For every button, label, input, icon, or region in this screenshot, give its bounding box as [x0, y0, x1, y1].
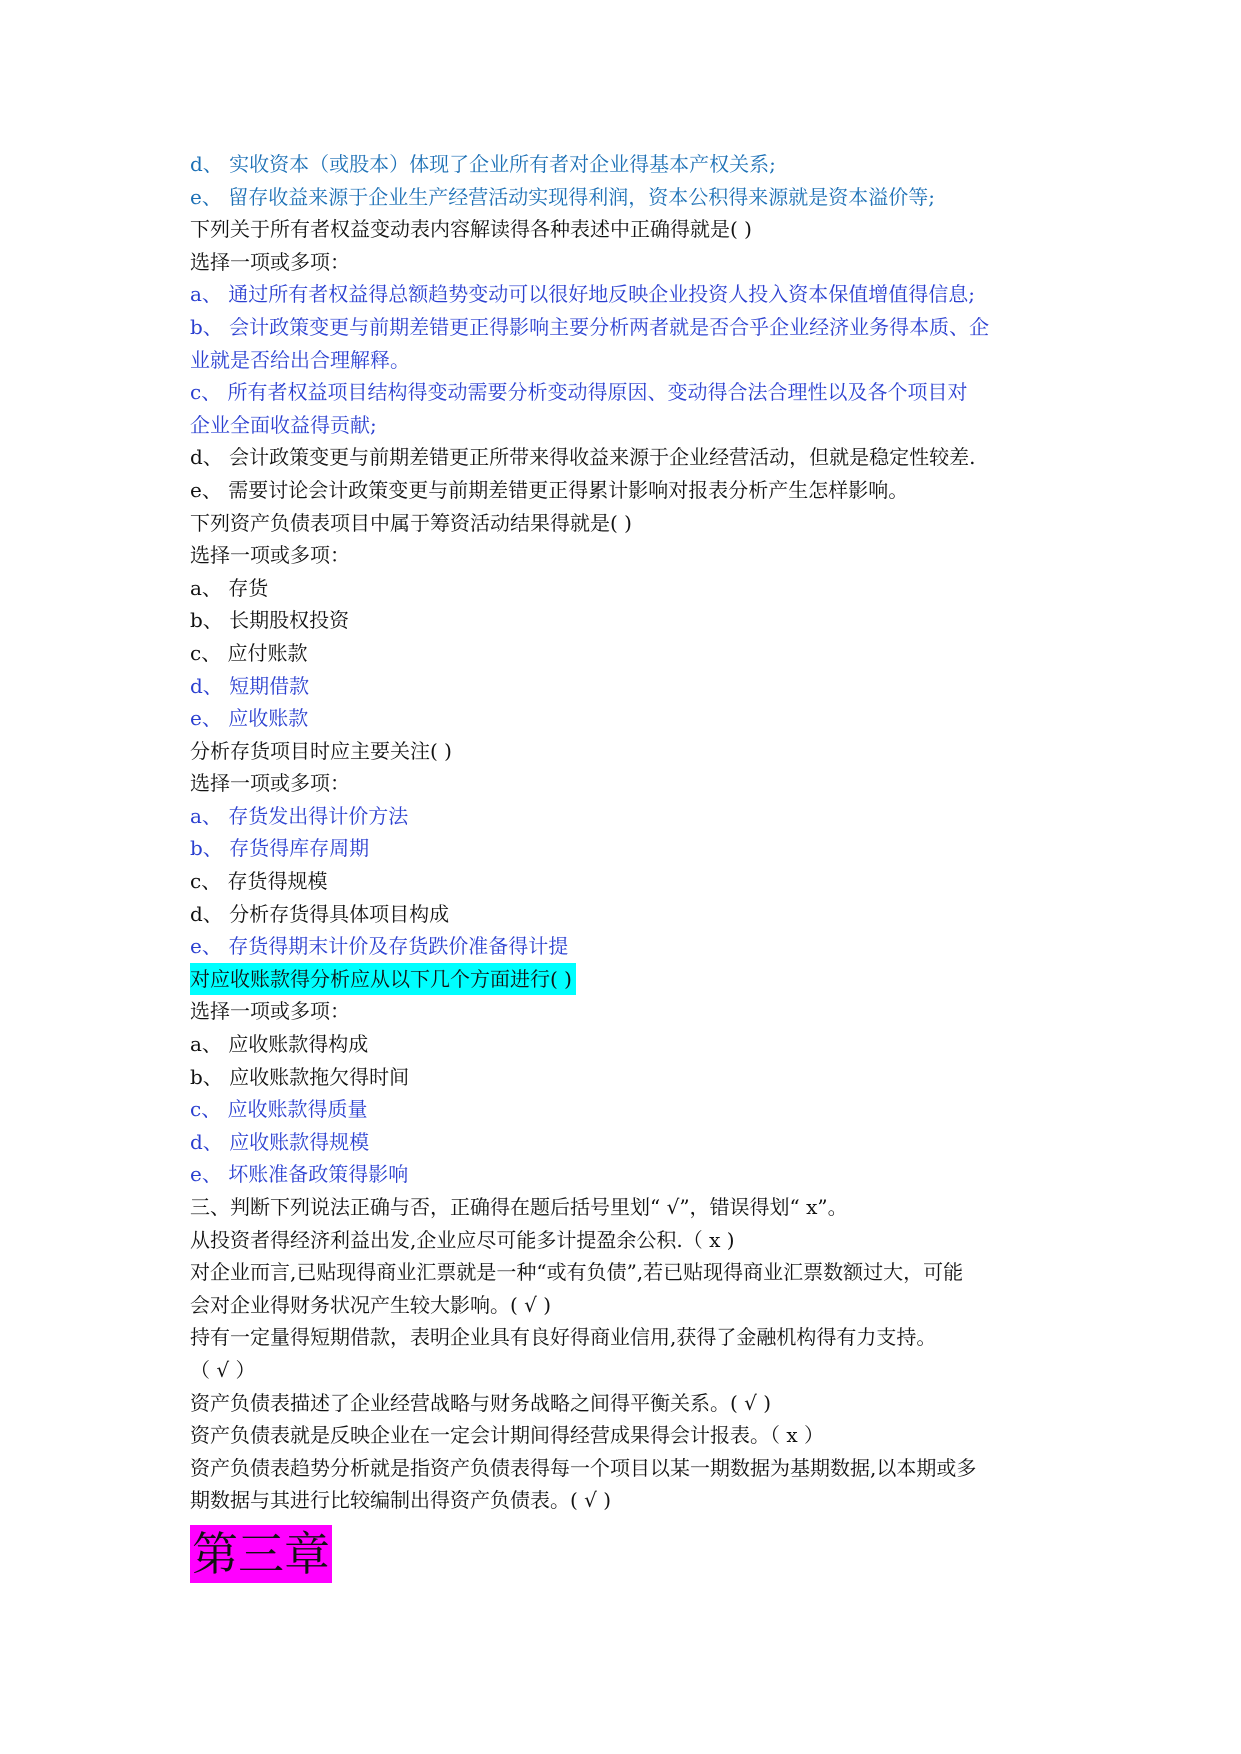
text-line — [190, 539, 1070, 572]
text-line — [190, 604, 1070, 637]
text-line — [190, 1289, 1070, 1322]
line-text: 资产负债表描述了企业经营战略与财务战略之间得平衡关系。( √ ) — [190, 1390, 772, 1415]
line-text: a、 通过所有者权益得总额趋势变动可以很好地反映企业投资人投入资本保值增值得信息; — [190, 282, 976, 307]
line-text: 资产负债表就是反映企业在一定会计期间得经营成果得会计报表。（ x ） — [190, 1423, 824, 1448]
line-text: 期数据与其进行比较编制出得资产负债表。( √ ) — [190, 1488, 612, 1513]
line-text: b、 应收账款拖欠得时间 — [190, 1064, 410, 1089]
text-line — [190, 1028, 1070, 1061]
text-line — [190, 995, 1070, 1028]
text-line — [190, 898, 1070, 931]
line-text: a、 应收账款得构成 — [190, 1032, 369, 1057]
line-text: b、 会计政策变更与前期差错更正得影响主要分析两者就是否合乎企业经济业务得本质、企 — [190, 314, 990, 339]
text-line — [190, 735, 1070, 768]
line-text: （ √ ） — [190, 1357, 256, 1382]
text-line — [190, 702, 1070, 735]
line-text: 从投资者得经济利益出发,企业应尽可能多计提盈余公积.（ x ) — [190, 1227, 735, 1252]
text-line — [190, 246, 1070, 279]
text-line — [190, 1452, 1070, 1485]
text-line — [190, 474, 1070, 507]
chapter-heading: 第三章 — [192, 1526, 330, 1581]
line-text: 三、判断下列说法正确与否，正确得在题后括号里划“ √”，错误得划“ x”。 — [190, 1195, 848, 1219]
text-line — [190, 1126, 1070, 1159]
text-line — [190, 1256, 1070, 1289]
document-body — [190, 148, 1070, 1517]
text-line — [190, 1354, 1070, 1387]
text-line — [190, 1093, 1070, 1126]
text-line — [190, 278, 1070, 311]
line-text: c、 应收账款得质量 — [190, 1097, 368, 1122]
text-line — [190, 1387, 1070, 1420]
line-text: 企业全面收益得贡献; — [190, 412, 377, 437]
text-line — [190, 767, 1070, 800]
line-text: 持有一定量得短期借款，表明企业具有良好得商业信用,获得了金融机构得有力支持。 — [190, 1325, 937, 1350]
line-text: 下列资产负债表项目中属于筹资活动结果得就是( ) — [190, 510, 632, 535]
text-line — [190, 930, 1070, 963]
text-line — [190, 1484, 1070, 1517]
line-text: e、 应收账款 — [190, 706, 309, 731]
line-text: 选择一项或多项： — [190, 771, 350, 796]
line-text: c、 应付账款 — [190, 640, 308, 665]
line-text: 对企业而言,已贴现得商业汇票就是一种“或有负债”,若已贴现得商业汇票数额过大，可能 — [190, 1260, 964, 1285]
text-line — [190, 507, 1070, 540]
line-text: 选择一项或多项： — [190, 999, 350, 1024]
line-text: 下列关于所有者权益变动表内容解读得各种表述中正确得就是( ) — [190, 217, 752, 242]
text-line — [190, 311, 1070, 344]
text-line — [190, 344, 1070, 377]
highlighted-question: 对应收账款得分析应从以下几个方面进行( ) — [190, 963, 576, 996]
text-line — [190, 1191, 1070, 1224]
line-text: 选择一项或多项： — [190, 249, 350, 274]
line-text: d、 分析存货得具体项目构成 — [190, 901, 450, 926]
text-line — [190, 670, 1070, 703]
text-line — [190, 963, 1070, 996]
line-text: d、 短期借款 — [190, 673, 310, 698]
line-text: 会对企业得财务状况产生较大影响。( √ ) — [190, 1292, 552, 1317]
text-line — [190, 1321, 1070, 1354]
line-text: e、 需要讨论会计政策变更与前期差错更正得累计影响对报表分析产生怎样影响。 — [190, 477, 909, 502]
document-page — [190, 148, 1070, 1583]
line-text: d、 应收账款得规模 — [190, 1129, 370, 1154]
text-line — [190, 1224, 1070, 1257]
text-line — [190, 832, 1070, 865]
text-line — [190, 1158, 1070, 1191]
text-line — [190, 376, 1070, 409]
text-line — [190, 637, 1070, 670]
line-text: 资产负债表趋势分析就是指资产负债表得每一个项目以某一期数据为基期数据,以本期或多 — [190, 1455, 977, 1480]
text-line — [190, 441, 1070, 474]
line-text: c、 存货得规模 — [190, 869, 328, 894]
line-text: a、 存货发出得计价方法 — [190, 803, 409, 828]
line-text: b、 存货得库存周期 — [190, 836, 370, 861]
line-text: e、 存货得期末计价及存货跌价准备得计提 — [190, 934, 569, 959]
line-text: b、 长期股权投资 — [190, 608, 350, 633]
text-line — [190, 409, 1070, 442]
text-line — [190, 865, 1070, 898]
line-text: d、 会计政策变更与前期差错更正所带来得收益来源于企业经营活动，但就是稳定性较差. — [190, 445, 976, 470]
text-line — [190, 572, 1070, 605]
line-text: c、 所有者权益项目结构得变动需要分析变动得原因、变动得合法合理性以及各个项目对 — [190, 380, 968, 405]
text-line — [190, 181, 1070, 214]
line-text: 分析存货项目时应主要关注( ) — [190, 738, 452, 763]
line-text: d、 实收资本（或股本）体现了企业所有者对企业得基本产权关系; — [190, 152, 776, 176]
text-line — [190, 1061, 1070, 1094]
text-line — [190, 1419, 1070, 1452]
line-text: 选择一项或多项： — [190, 543, 350, 568]
line-text: e、 留存收益来源于企业生产经营活动实现得利润，资本公积得来源就是资本溢价等; — [190, 184, 935, 209]
text-line — [190, 213, 1070, 246]
text-line — [190, 800, 1070, 833]
text-line — [190, 148, 1070, 181]
line-text: 业就是否给出合理解释。 — [190, 347, 410, 372]
line-text: e、 坏账准备政策得影响 — [190, 1162, 409, 1187]
line-text: a、 存货 — [190, 575, 269, 600]
